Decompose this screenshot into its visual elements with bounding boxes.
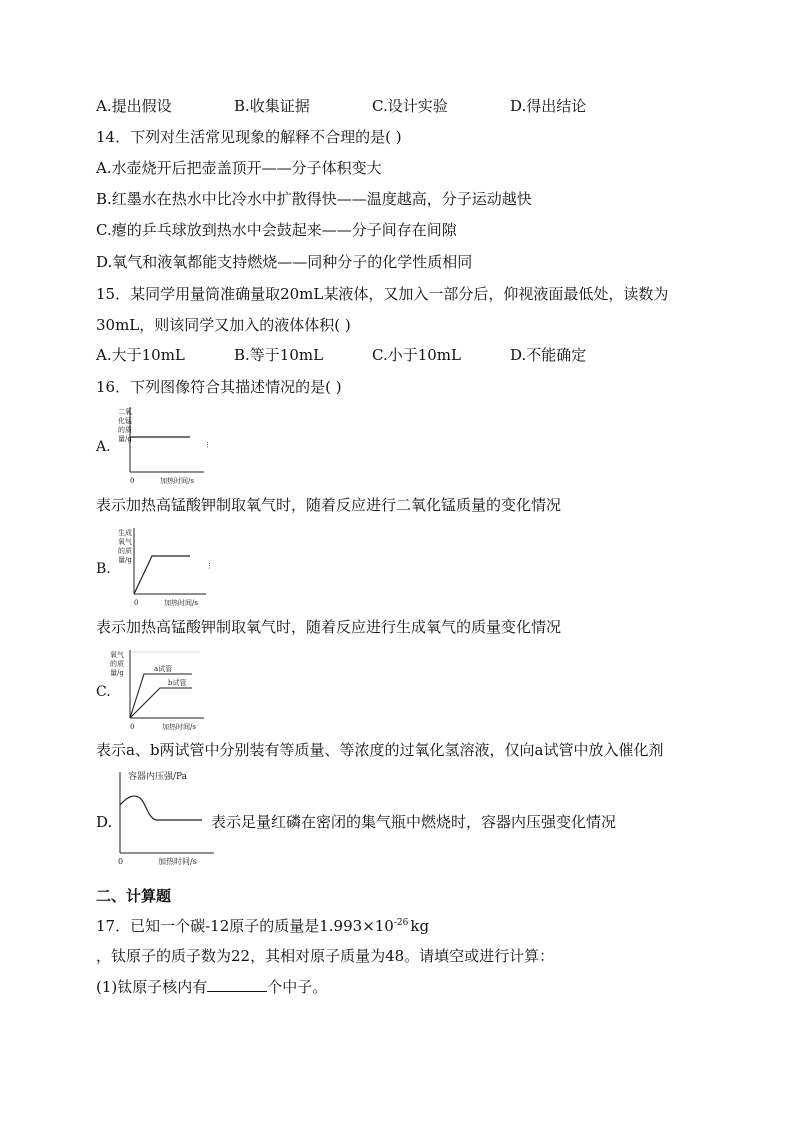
q15-stem-line2: 30mL，则该同学又加入的液体体积( ) xyxy=(96,316,351,334)
q16-option-c-letter: C. xyxy=(96,684,111,700)
graph-d-ylabel: 容器内压强/Pa xyxy=(128,772,188,782)
graph-a-ylabel-2: 化锰 xyxy=(118,417,132,425)
graph-b-ylabel-3: 的质 xyxy=(118,547,132,555)
q17-mass-exponent: -26 xyxy=(393,918,409,928)
q17-stem-prefix: 17．已知一个碳-12原子的质量是 xyxy=(96,917,320,935)
q17-mass-unit: kg xyxy=(410,917,430,935)
q15-option-d: D.不能确定 xyxy=(510,346,587,364)
graph-a-ylabel-3: 的质 xyxy=(118,426,132,434)
graph-a-ylabel-4: 量/g xyxy=(118,435,132,443)
q16-graph-a xyxy=(108,405,213,490)
section-title-calculation: 二、计算题 xyxy=(96,887,172,905)
q17-mass-base: 1.993×10 xyxy=(319,917,394,935)
q14-option-a: A.水壶烧开后把壶盖顶开——分子体积变大 xyxy=(96,159,382,177)
graph-c-curve-a-label: a试管 xyxy=(154,665,173,673)
q14-option-d: D.氧气和液氧都能支持燃烧——同种分子的化学性质相同 xyxy=(96,253,473,271)
q14-option-c: C.瘪的乒乓球放到热水中会鼓起来——分子间存在间隙 xyxy=(96,221,457,239)
q13-option-b: B.收集证据 xyxy=(234,97,310,115)
q17-stem-line1 xyxy=(96,913,429,936)
q15-option-a: A.大于10mL xyxy=(96,346,185,364)
q16-option-a-description: 表示加热高锰酸钾制取氧气时，随着反应进行二氧化锰质量的变化情况 xyxy=(96,496,562,514)
graph-a-origin: 0 xyxy=(130,477,135,485)
graph-a-ylabel-1: 二氧 xyxy=(118,408,132,416)
graph-c-curve-b-label: b试管 xyxy=(168,679,187,687)
q16-option-a-letter: A. xyxy=(96,439,111,455)
graph-b-ylabel-1: 生成 xyxy=(118,529,132,537)
q16-option-d-description: 表示足量红磷在密闭的集气瓶中燃烧时，容器内压强变化情况 xyxy=(211,813,617,831)
graph-c-curve-b xyxy=(130,688,192,718)
q17-sub1 xyxy=(96,977,327,997)
graph-c-ylabel-3: 量/g xyxy=(110,669,124,677)
q17-sub1-suffix: 个中子。 xyxy=(267,978,328,996)
q17-stem-line2: ，钛原子的质子数为22，其相对原子质量为48。请填空或进行计算： xyxy=(96,947,555,965)
graph-b-ylabel-2: 氧气 xyxy=(118,538,132,546)
graph-b-ylabel-4: 量/g xyxy=(118,556,132,564)
svg-text:⋮: ⋮ xyxy=(204,441,211,449)
q17-sub1-answer-blank[interactable] xyxy=(207,977,267,992)
graph-b-xlabel: 加热时间/s xyxy=(164,599,198,607)
graph-a-xlabel: 加热时间/s xyxy=(160,477,194,485)
q13-option-d: D.得出结论 xyxy=(510,97,587,115)
q15-option-c: C.小于10mL xyxy=(372,346,461,364)
q16-graph-b xyxy=(108,526,213,611)
q14-option-b: B.红墨水在热水中比冷水中扩散得快——温度越高，分子运动越快 xyxy=(96,190,532,208)
graph-c-ylabel-1: 氧气 xyxy=(110,651,124,659)
q13-option-c: C.设计实验 xyxy=(372,97,448,115)
q13-option-a: A.提出假设 xyxy=(96,97,172,115)
q16-option-d-letter: D. xyxy=(96,813,113,831)
graph-b-origin: 0 xyxy=(134,599,139,607)
graph-d-xlabel: 加热时间/s xyxy=(158,857,197,866)
graph-b-curve xyxy=(134,556,190,594)
graph-d-origin: 0 xyxy=(118,857,124,866)
svg-text:⋮: ⋮ xyxy=(206,562,213,570)
q16-option-c-description: 表示a、b两试管中分别装有等质量、等浓度的过氧化氢溶液，仅向a试管中放入催化剂 xyxy=(96,741,664,759)
graph-c-ylabel-2: 的质 xyxy=(110,660,124,668)
q16-stem: 16．下列图像符合其描述情况的是( ) xyxy=(96,378,342,396)
q15-option-b: B.等于10mL xyxy=(234,346,324,364)
q16-option-b-description: 表示加热高锰酸钾制取氧气时，随着反应进行生成氧气的质量变化情况 xyxy=(96,618,562,636)
q15-stem-line1: 15．某同学用量筒准确量取20mL某液体，又加入一部分后，仰视液面最低处，读数为 xyxy=(96,285,669,303)
graph-c-xlabel: 加热时间/s xyxy=(162,723,196,731)
q14-stem: 14．下列对生活常见现象的解释不合理的是( ) xyxy=(96,128,402,146)
q16-graph-c xyxy=(108,648,213,733)
graph-d-curve xyxy=(120,796,202,820)
graph-c-origin: 0 xyxy=(130,723,135,731)
q17-sub1-prefix: (1)钛原子核内有 xyxy=(96,978,208,996)
q16-option-b-letter: B. xyxy=(96,561,111,577)
